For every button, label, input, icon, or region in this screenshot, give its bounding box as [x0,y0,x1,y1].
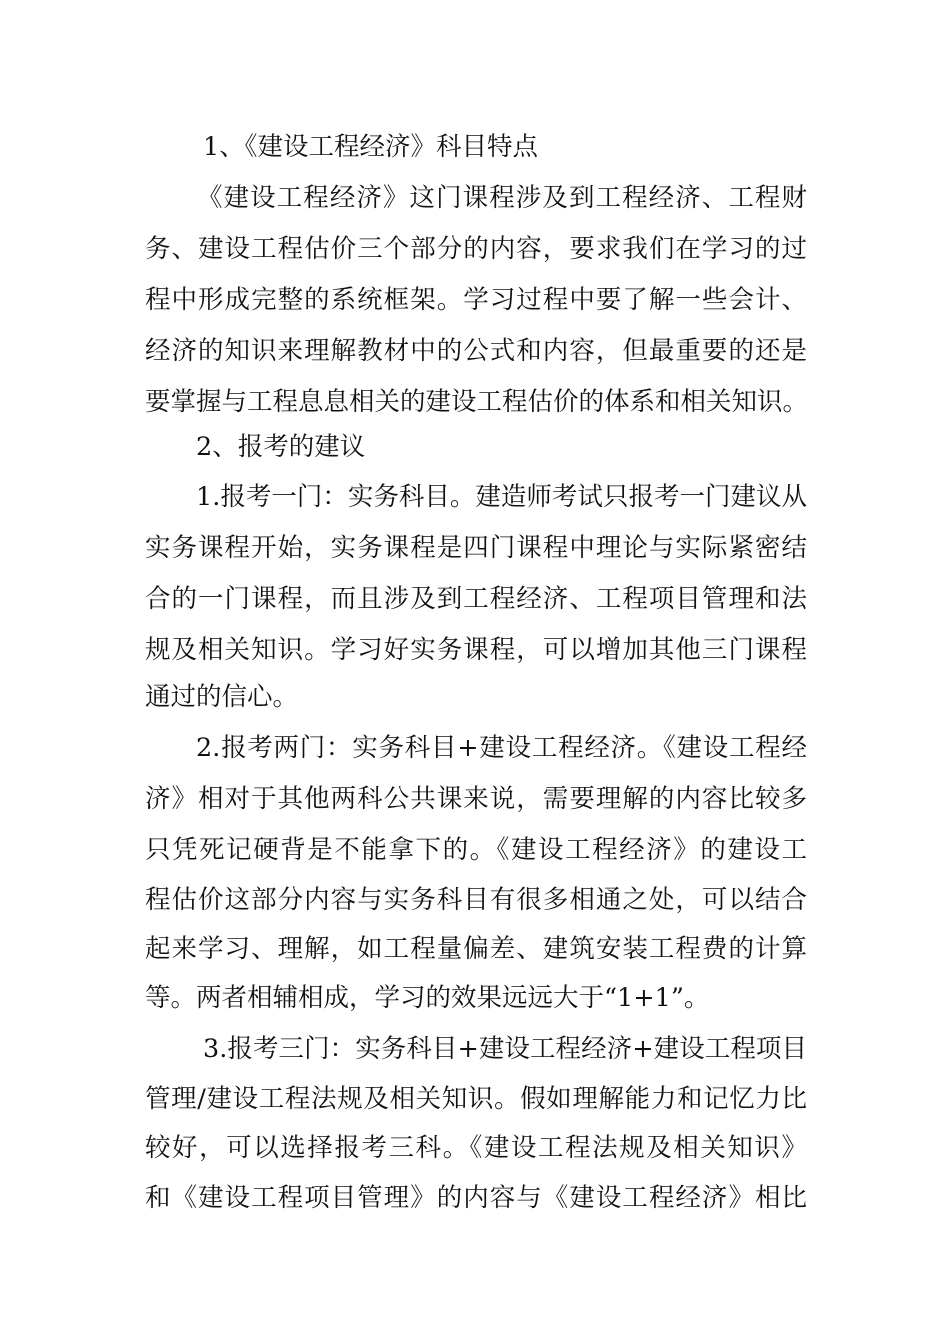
item-1-line: 通过的信心。 [145,682,299,712]
item-3-line: 和《建设工程项目管理》的内容与《建设工程经济》相比 [145,1183,807,1213]
item-1-line: 实务课程开始，实务课程是四门课程中理论与实际紧密结 [145,533,807,563]
item-1-line: 1.报考一门：实务科目。建造师考试只报考一门建议从 [196,482,807,512]
section-heading-2: 2、报考的建议 [196,432,366,462]
item-2-line: 2.报考两门：实务科目+建设工程经济。《建设工程经 [196,733,807,763]
paragraph-line: 《建设工程经济》这门课程涉及到工程经济、工程财 [197,183,807,213]
item-1-line: 合的一门课程，而且涉及到工程经济、工程项目管理和法 [145,584,807,614]
item-2-line: 只凭死记硬背是不能拿下的。《建设工程经济》的建设工 [145,835,807,865]
paragraph-line: 要掌握与工程息息相关的建设工程估价的体系和相关知识。 [145,387,809,417]
item-1-line: 规及相关知识。学习好实务课程，可以增加其他三门课程 [145,635,807,665]
section-heading-1: 1、《建设工程经济》科目特点 [203,132,538,162]
item-3-line: 3.报考三门：实务科目+建设工程经济+建设工程项目 [203,1034,807,1064]
paragraph-line: 程中形成完整的系统框架。学习过程中要了解一些会计、 [145,285,807,315]
item-2-line: 济》相对于其他两科公共课来说，需要理解的内容比较多 [145,784,807,814]
item-3-line: 管理/建设工程法规及相关知识。假如理解能力和记忆力比 [145,1084,807,1114]
item-2-line: 等。两者相辅相成，学习的效果远远大于“1+1”。 [145,983,710,1013]
item-3-line: 较好，可以选择报考三科。《建设工程法规及相关知识》 [145,1133,807,1163]
paragraph-line: 务、建设工程估价三个部分的内容，要求我们在学习的过 [145,234,807,264]
paragraph-line: 经济的知识来理解教材中的公式和内容，但最重要的还是 [145,336,807,366]
item-2-line: 起来学习、理解，如工程量偏差、建筑安装工程费的计算 [145,934,807,964]
item-2-line: 程估价这部分内容与实务科目有很多相通之处，可以结合 [145,885,807,915]
